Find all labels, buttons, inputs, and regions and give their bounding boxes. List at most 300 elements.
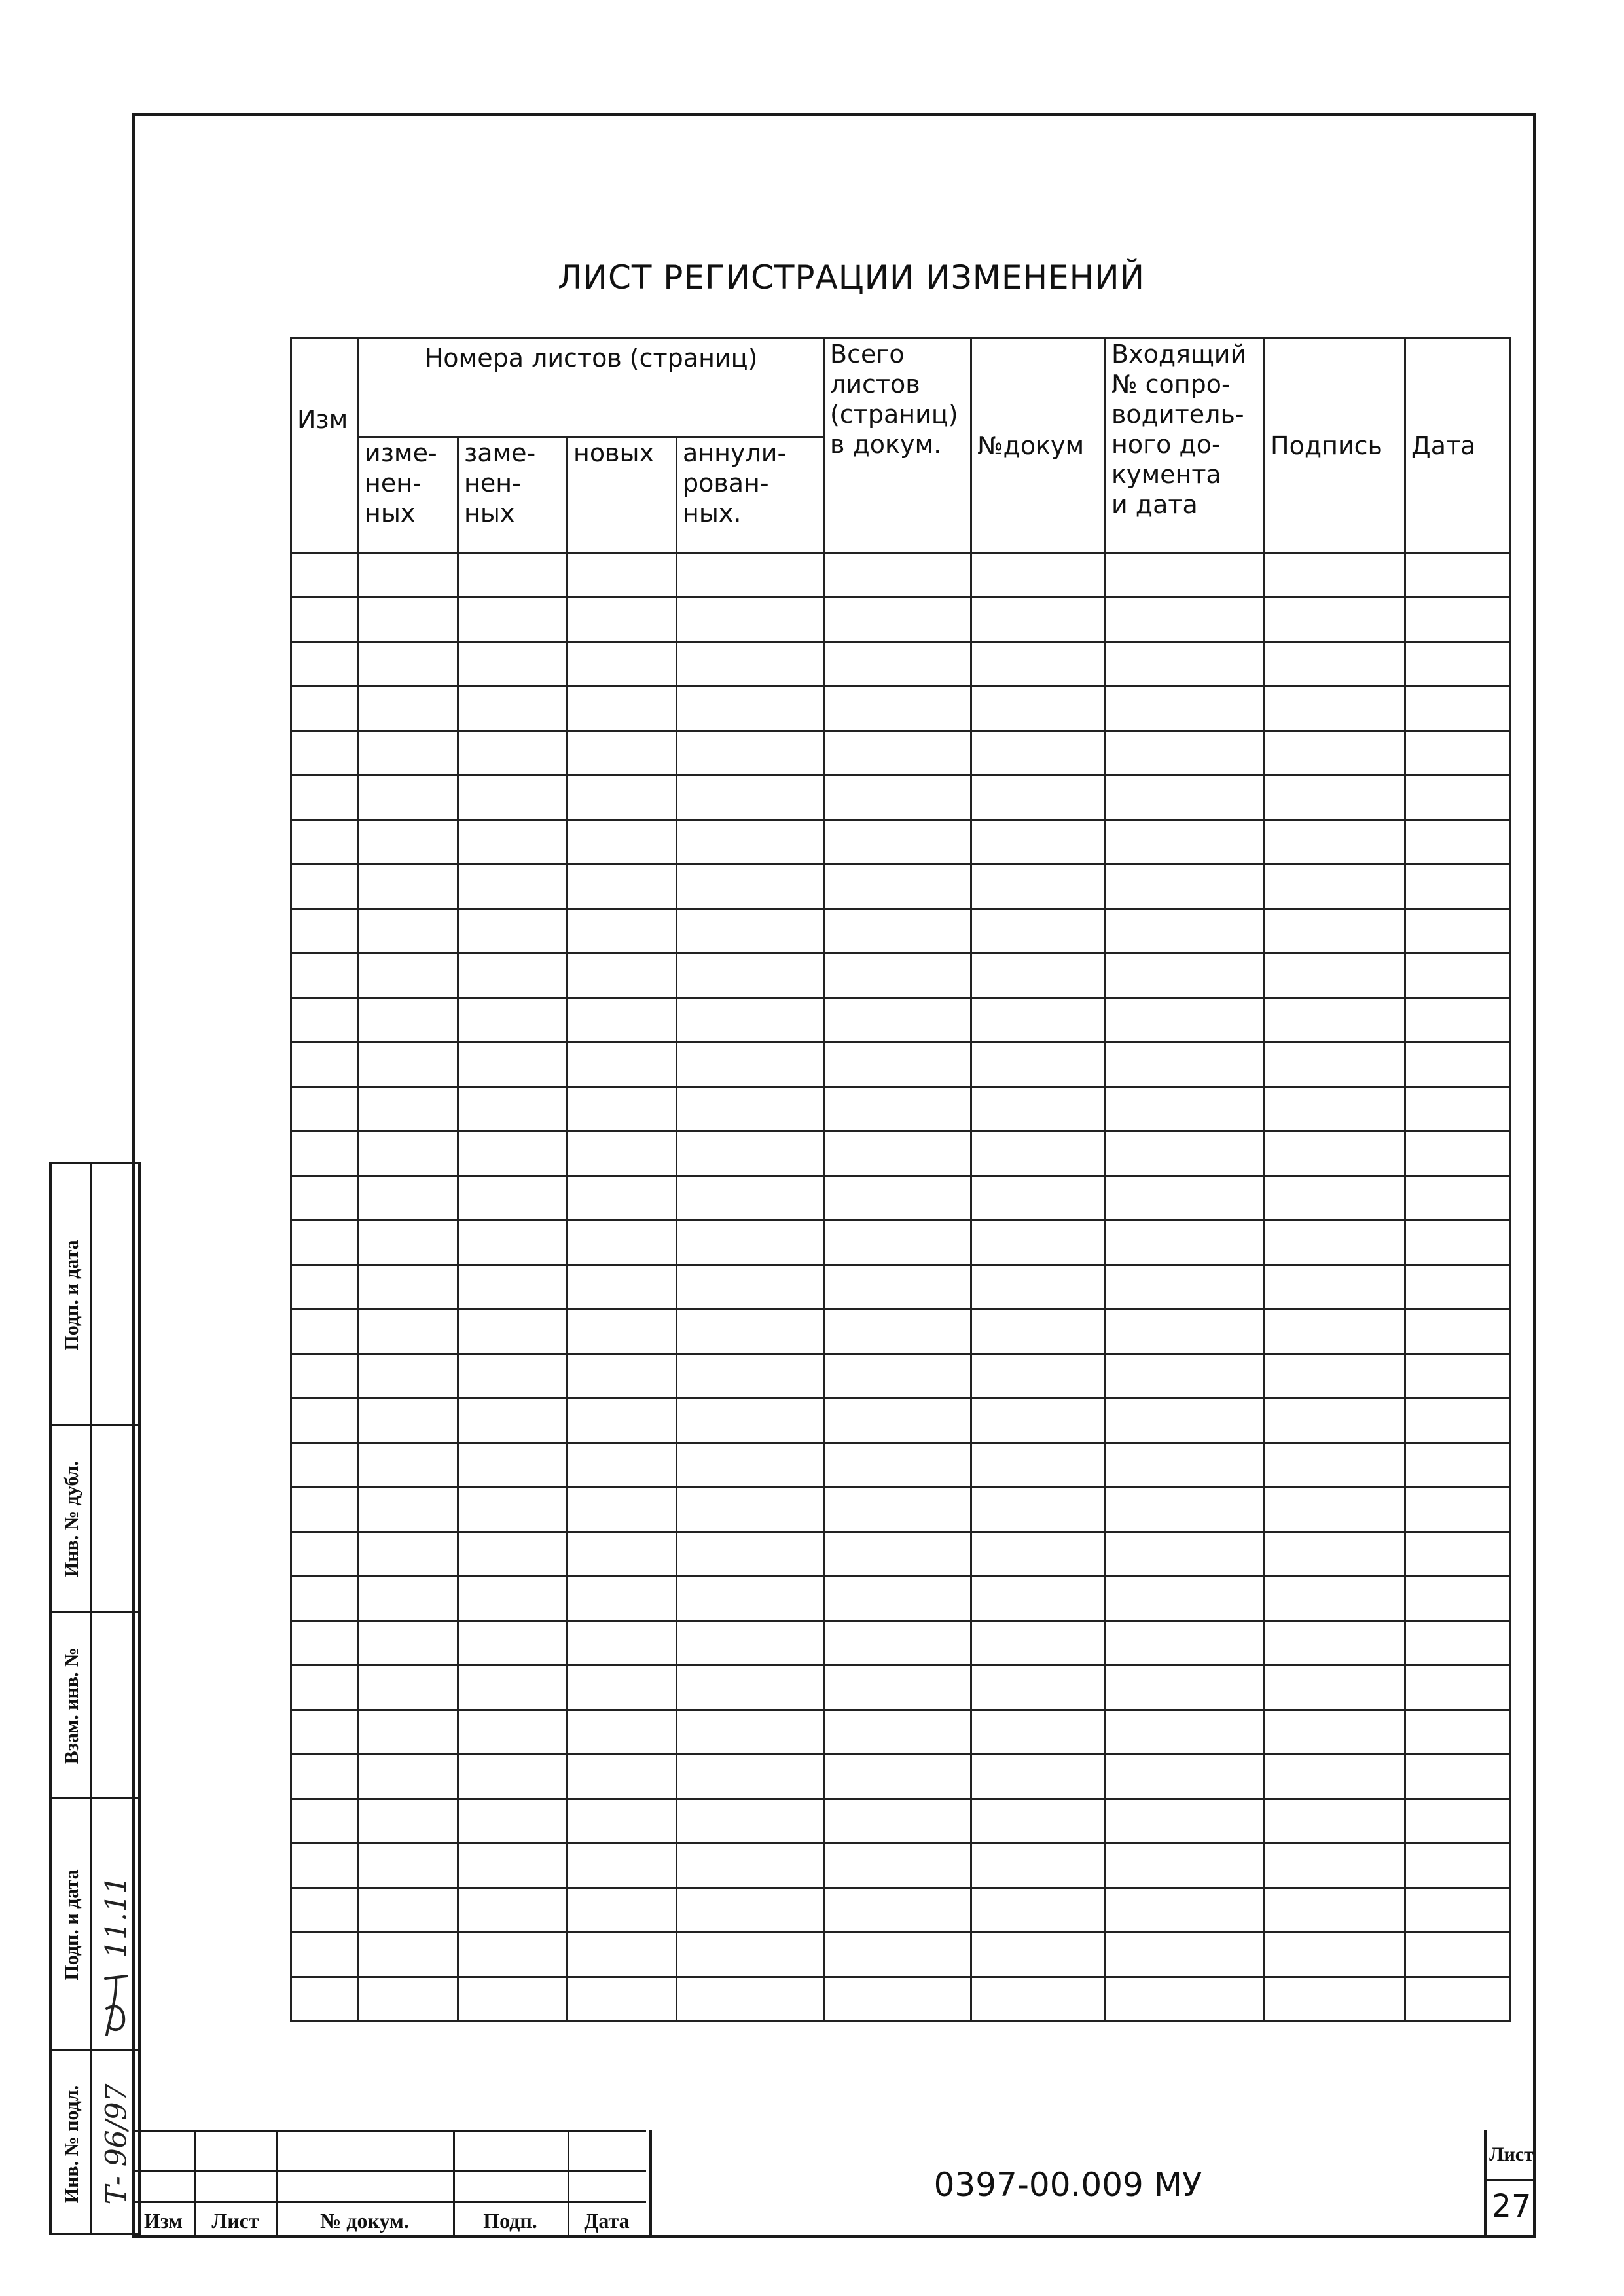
table-cell: [677, 1488, 824, 1532]
table-cell: [458, 1176, 568, 1221]
table-cell: [568, 909, 677, 954]
table-cell: [359, 553, 458, 598]
table-cell: [1265, 1132, 1405, 1176]
table-cell: [1265, 820, 1405, 865]
table-cell: [458, 1710, 568, 1755]
table-cell: [1265, 1977, 1405, 2022]
table-row: [291, 998, 1510, 1043]
table-cell: [1106, 1755, 1265, 1799]
table-cell: [1106, 1621, 1265, 1666]
table-cell: [824, 1933, 971, 1977]
table-cell: [291, 1799, 359, 1844]
table-cell: [291, 598, 359, 642]
table-cell: [359, 1933, 458, 1977]
table-cell: [1106, 1577, 1265, 1621]
table-cell: [1405, 1621, 1510, 1666]
table-cell: [458, 1265, 568, 1310]
table-cell: [1405, 598, 1510, 642]
table-cell: [971, 1043, 1106, 1087]
table-cell: [458, 954, 568, 998]
table-row: [291, 1710, 1510, 1755]
table-cell: [568, 553, 677, 598]
table-cell: [824, 553, 971, 598]
table-cell: [677, 642, 824, 687]
table-cell: [458, 1399, 568, 1443]
table-cell: [677, 1176, 824, 1221]
table-cell: [291, 1977, 359, 2022]
table-cell: [971, 1577, 1106, 1621]
label-inv-dubl: Инв. № дубл.: [61, 1461, 82, 1577]
label-podp: Подп.: [483, 2209, 537, 2233]
table-row: [291, 1577, 1510, 1621]
table-cell: [677, 865, 824, 909]
table-cell: [1106, 1977, 1265, 2022]
table-row: [291, 1977, 1510, 2022]
table-row: [291, 1621, 1510, 1666]
table-cell: [1106, 1844, 1265, 1888]
table-cell: [291, 1888, 359, 1933]
title-block: [132, 2130, 1536, 2238]
table-cell: [568, 598, 677, 642]
table-cell: [568, 1488, 677, 1532]
label-vzam-inv: Взам. инв. №: [61, 1647, 82, 1765]
table-cell: [1106, 1888, 1265, 1933]
table-cell: [291, 1354, 359, 1399]
table-cell: [359, 642, 458, 687]
table-cell: [1405, 1888, 1510, 1933]
table-cell: [568, 1755, 677, 1799]
table-cell: [568, 1087, 677, 1132]
table-cell: [677, 998, 824, 1043]
table-row: [291, 1844, 1510, 1888]
table-row: [291, 687, 1510, 731]
table-cell: [291, 909, 359, 954]
table-cell: [1106, 687, 1265, 731]
table-cell: [359, 1799, 458, 1844]
table-cell: [568, 1043, 677, 1087]
table-row: [291, 954, 1510, 998]
table-cell: [359, 1087, 458, 1132]
table-cell: [458, 1354, 568, 1399]
table-cell: [824, 1310, 971, 1354]
table-cell: [971, 553, 1106, 598]
table-cell: [568, 642, 677, 687]
table-cell: [677, 553, 824, 598]
table-cell: [1405, 1532, 1510, 1577]
table-cell: [291, 1488, 359, 1532]
table-cell: [824, 1621, 971, 1666]
table-cell: [291, 687, 359, 731]
table-row: [291, 1265, 1510, 1310]
table-cell: [458, 1755, 568, 1799]
table-cell: [458, 687, 568, 731]
table-cell: [568, 1265, 677, 1310]
table-cell: [1106, 1532, 1265, 1577]
table-cell: [971, 1176, 1106, 1221]
table-cell: [1106, 1666, 1265, 1710]
table-cell: [971, 731, 1106, 776]
table-cell: [568, 1354, 677, 1399]
table-cell: [1405, 1221, 1510, 1265]
table-cell: [359, 1176, 458, 1221]
table-cell: [458, 598, 568, 642]
label-podp-data-2: Подп. и дата: [61, 1240, 82, 1351]
table-cell: [1405, 1710, 1510, 1755]
table-cell: [1106, 776, 1265, 820]
table-cell: [824, 1666, 971, 1710]
table-cell: [1106, 1176, 1265, 1221]
table-cell: [1405, 1844, 1510, 1888]
table-row: [291, 642, 1510, 687]
table-cell: [677, 731, 824, 776]
table-cell: [1405, 909, 1510, 954]
table-cell: [359, 1666, 458, 1710]
table-cell: [1265, 1888, 1405, 1933]
table-cell: [291, 776, 359, 820]
table-cell: [568, 1132, 677, 1176]
table-cell: [1106, 1933, 1265, 1977]
table-cell: [568, 1977, 677, 2022]
table-cell: [1405, 1399, 1510, 1443]
table-cell: [677, 1354, 824, 1399]
table-cell: [291, 1132, 359, 1176]
table-cell: [291, 1043, 359, 1087]
header-changed: изме- нен- ных: [359, 437, 458, 553]
header-new: новых: [568, 437, 677, 553]
table-cell: [971, 1799, 1106, 1844]
table-cell: [1265, 1755, 1405, 1799]
table-cell: [291, 998, 359, 1043]
table-cell: [1265, 909, 1405, 954]
table-cell: [1106, 1221, 1265, 1265]
table-cell: [971, 1532, 1106, 1577]
header-izm: Изм: [291, 338, 359, 553]
table-cell: [1265, 1354, 1405, 1399]
table-cell: [568, 865, 677, 909]
table-cell: [971, 909, 1106, 954]
table-row: [291, 1310, 1510, 1354]
table-cell: [1265, 687, 1405, 731]
label-doc-no: № докум.: [320, 2209, 409, 2233]
table-cell: [291, 1532, 359, 1577]
table-cell: [359, 1354, 458, 1399]
table-cell: [458, 1132, 568, 1176]
table-cell: [291, 1577, 359, 1621]
revision-grid: [132, 2130, 646, 2238]
table-cell: [1106, 1354, 1265, 1399]
table-cell: [1106, 998, 1265, 1043]
table-cell: [824, 1443, 971, 1488]
table-cell: [1265, 642, 1405, 687]
table-cell: [1405, 1176, 1510, 1221]
table-cell: [568, 1799, 677, 1844]
table-cell: [359, 1755, 458, 1799]
table-row: [291, 598, 1510, 642]
table-cell: [458, 865, 568, 909]
table-cell: [568, 1399, 677, 1443]
table-cell: [359, 1488, 458, 1532]
table-cell: [458, 553, 568, 598]
table-cell: [359, 1132, 458, 1176]
table-cell: [677, 1087, 824, 1132]
table-row: [291, 820, 1510, 865]
table-cell: [458, 1532, 568, 1577]
table-cell: [971, 776, 1106, 820]
table-cell: [677, 1577, 824, 1621]
table-row: [291, 1488, 1510, 1532]
table-cell: [1106, 909, 1265, 954]
header-doc-number: №докум: [971, 338, 1106, 553]
table-cell: [677, 1621, 824, 1666]
table-cell: [1405, 820, 1510, 865]
table-cell: [1265, 1577, 1405, 1621]
table-cell: [971, 865, 1106, 909]
table-cell: [1265, 553, 1405, 598]
sheet-label: Лист: [1489, 2144, 1534, 2165]
table-cell: [458, 1888, 568, 1933]
table-cell: [971, 820, 1106, 865]
table-cell: [677, 1933, 824, 1977]
table-cell: [677, 598, 824, 642]
table-cell: [359, 1977, 458, 2022]
table-cell: [1106, 1799, 1265, 1844]
table-cell: [971, 1888, 1106, 1933]
table-cell: [1405, 687, 1510, 731]
table-cell: [971, 598, 1106, 642]
table-cell: [458, 1221, 568, 1265]
table-cell: [1265, 1666, 1405, 1710]
table-row: [291, 1443, 1510, 1488]
table-row: [291, 1354, 1510, 1399]
table-cell: [677, 1844, 824, 1888]
table-cell: [971, 1310, 1106, 1354]
table-cell: [568, 1666, 677, 1710]
table-cell: [1106, 553, 1265, 598]
table-cell: [1405, 1087, 1510, 1132]
table-cell: [291, 954, 359, 998]
table-cell: [568, 954, 677, 998]
sheet-number: 27: [1491, 2188, 1532, 2225]
table-cell: [1405, 1443, 1510, 1488]
table-cell: [1265, 1265, 1405, 1310]
handwritten-signature: [98, 1969, 137, 2041]
table-cell: [1405, 1132, 1510, 1176]
table-cell: [1405, 1043, 1510, 1087]
table-cell: [291, 1710, 359, 1755]
table-cell: [458, 731, 568, 776]
table-row: [291, 1087, 1510, 1132]
table-cell: [971, 1844, 1106, 1888]
table-cell: [824, 687, 971, 731]
table-cell: [458, 1844, 568, 1888]
document-number: 0397-00.009 МУ: [649, 2130, 1484, 2238]
table-cell: [1405, 865, 1510, 909]
table-cell: [1265, 998, 1405, 1043]
table-cell: [359, 820, 458, 865]
table-row: [291, 1532, 1510, 1577]
table-cell: [677, 1799, 824, 1844]
table-cell: [1405, 1488, 1510, 1532]
table-cell: [359, 909, 458, 954]
table-cell: [359, 1844, 458, 1888]
table-row: [291, 1799, 1510, 1844]
table-cell: [291, 642, 359, 687]
table-cell: [824, 1488, 971, 1532]
table-cell: [1265, 1710, 1405, 1755]
label-podp-data: Подп. и дата: [61, 1869, 82, 1981]
table-cell: [824, 1399, 971, 1443]
table-cell: [1106, 1087, 1265, 1132]
table-cell: [1106, 1132, 1265, 1176]
table-cell: [824, 1087, 971, 1132]
table-cell: [458, 642, 568, 687]
header-date: Дата: [1405, 338, 1510, 553]
table-cell: [568, 1621, 677, 1666]
table-cell: [1106, 1043, 1265, 1087]
table-cell: [458, 1933, 568, 1977]
table-cell: [1265, 1488, 1405, 1532]
table-cell: [458, 1666, 568, 1710]
table-cell: [291, 1087, 359, 1132]
table-cell: [458, 1621, 568, 1666]
table-cell: [824, 954, 971, 998]
table-cell: [1106, 1265, 1265, 1310]
table-cell: [824, 1532, 971, 1577]
table-cell: [677, 954, 824, 998]
table-cell: [1265, 776, 1405, 820]
table-cell: [1265, 1043, 1405, 1087]
table-cell: [971, 1710, 1106, 1755]
table-cell: [824, 1710, 971, 1755]
table-cell: [677, 1132, 824, 1176]
sheet-box: [1484, 2130, 1536, 2238]
table-cell: [359, 1310, 458, 1354]
table-cell: [1265, 1844, 1405, 1888]
table-cell: [971, 1666, 1106, 1710]
table-cell: [568, 1443, 677, 1488]
table-cell: [824, 731, 971, 776]
table-cell: [677, 1399, 824, 1443]
table-cell: [971, 998, 1106, 1043]
table-cell: [291, 1844, 359, 1888]
table-cell: [971, 1221, 1106, 1265]
table-cell: [458, 820, 568, 865]
change-registration-table: [290, 337, 1511, 2022]
table-cell: [1106, 1443, 1265, 1488]
table-cell: [359, 1577, 458, 1621]
table-cell: [568, 820, 677, 865]
table-cell: [458, 1443, 568, 1488]
table-cell: [971, 1621, 1106, 1666]
table-cell: [458, 1799, 568, 1844]
table-cell: [568, 731, 677, 776]
table-cell: [677, 1221, 824, 1265]
table-cell: [458, 1488, 568, 1532]
table-cell: [1106, 820, 1265, 865]
table-row: [291, 1221, 1510, 1265]
table-cell: [359, 1888, 458, 1933]
table-cell: [359, 687, 458, 731]
label-izm: Изм: [143, 2209, 183, 2233]
table-cell: [1265, 1176, 1405, 1221]
table-cell: [677, 1755, 824, 1799]
table-cell: [359, 1443, 458, 1488]
table-row: [291, 776, 1510, 820]
table-cell: [677, 1888, 824, 1933]
table-cell: [971, 954, 1106, 998]
table-cell: [1265, 1221, 1405, 1265]
table-cell: [291, 1621, 359, 1666]
table-cell: [824, 1977, 971, 2022]
table-cell: [291, 1933, 359, 1977]
table-cell: [1265, 1310, 1405, 1354]
table-cell: [677, 1666, 824, 1710]
table-cell: [1405, 1265, 1510, 1310]
table-cell: [458, 998, 568, 1043]
table-cell: [1405, 954, 1510, 998]
table-cell: [824, 865, 971, 909]
table-cell: [1265, 1933, 1405, 1977]
table-cell: [458, 1310, 568, 1354]
header-replaced: заме- нен- ных: [458, 437, 568, 553]
table-cell: [824, 1265, 971, 1310]
table-cell: [971, 1132, 1106, 1176]
table-row: [291, 909, 1510, 954]
table-cell: [677, 776, 824, 820]
table-cell: [824, 1132, 971, 1176]
table-cell: [359, 731, 458, 776]
label-inv-podl: Инв. № подл.: [61, 2085, 82, 2204]
table-cell: [1106, 1399, 1265, 1443]
table-cell: [824, 1577, 971, 1621]
table-cell: [1265, 731, 1405, 776]
table-cell: [971, 1755, 1106, 1799]
table-cell: [458, 1977, 568, 2022]
table-cell: [971, 642, 1106, 687]
page-title: ЛИСТ РЕГИСТРАЦИИ ИЗМЕНЕНИЙ: [557, 259, 1146, 296]
table-cell: [1106, 1710, 1265, 1755]
table-cell: [1265, 1799, 1405, 1844]
table-cell: [677, 687, 824, 731]
table-cell: [1265, 598, 1405, 642]
table-cell: [568, 687, 677, 731]
table-row: [291, 1176, 1510, 1221]
table-cell: [1265, 865, 1405, 909]
table-cell: [677, 909, 824, 954]
table-cell: [1405, 642, 1510, 687]
table-cell: [1405, 1933, 1510, 1977]
table-cell: [568, 1310, 677, 1354]
table-cell: [824, 820, 971, 865]
table-cell: [359, 1621, 458, 1666]
table-cell: [677, 1532, 824, 1577]
table-cell: [1405, 553, 1510, 598]
header-sheet-numbers: Номера листов (страниц): [359, 338, 824, 437]
table-cell: [1405, 1310, 1510, 1354]
table-cell: [1405, 776, 1510, 820]
table-cell: [291, 865, 359, 909]
handwritten-inv-number: Т- 96/97: [99, 2083, 134, 2205]
table-cell: [677, 1443, 824, 1488]
table-cell: [824, 909, 971, 954]
table-cell: [291, 553, 359, 598]
table-cell: [291, 1265, 359, 1310]
table-cell: [824, 1799, 971, 1844]
table-cell: [1405, 731, 1510, 776]
table-cell: [824, 1221, 971, 1265]
table-cell: [824, 1354, 971, 1399]
table-cell: [824, 1844, 971, 1888]
